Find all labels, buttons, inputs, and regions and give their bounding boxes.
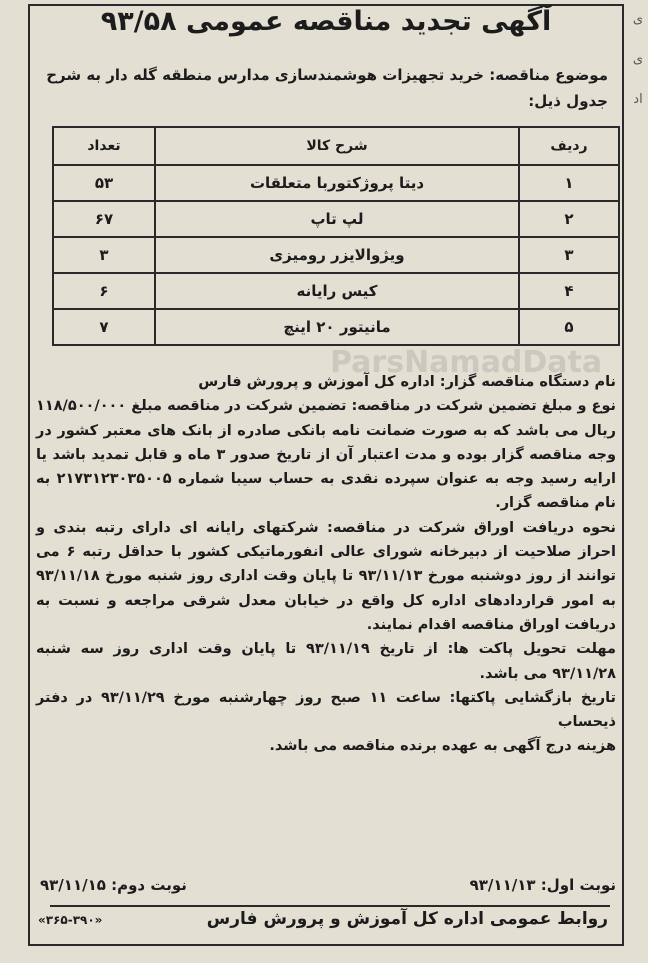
table-row [53, 165, 619, 201]
ad-body [36, 370, 616, 759]
footer-divider [50, 905, 610, 907]
row-number: ۱ [519, 165, 619, 201]
item-quantity: ۷ [53, 309, 155, 345]
header-row-number: ردیف [519, 127, 619, 165]
row-number: ۲ [519, 201, 619, 237]
items-table [52, 126, 620, 346]
table-row [53, 273, 619, 309]
edge-mark: ی [632, 12, 644, 27]
tender-organizer: نام دستگاه مناقصه گزار: اداره کل آموزش و پرورش فارس [198, 374, 616, 390]
edge-mark: ی [632, 52, 644, 67]
watermark: ParsNamadData [330, 345, 603, 380]
edge-mark: اد [633, 92, 643, 107]
item-description: مانیتور ۲۰ اینچ [155, 309, 519, 345]
submission-deadline: مهلت تحویل پاکت ها: از تاریخ ۹۳/۱۱/۱۹ تا پایان وقت اداری روز سه شنبه ۹۳/۱۱/۲۸ می باشد. [36, 641, 616, 682]
publisher-name: روابط عمومی اداره کل آموزش و پرورش فارس [206, 909, 608, 929]
cropped-edge-text [628, 0, 648, 140]
item-description: کیس رایانه [155, 273, 519, 309]
header-quantity: تعداد [53, 127, 155, 165]
ad-footer [38, 909, 608, 937]
item-quantity: ۶ [53, 273, 155, 309]
item-quantity: ۶۷ [53, 201, 155, 237]
row-number: ۵ [519, 309, 619, 345]
header-item-description: شرح کالا [155, 127, 519, 165]
item-description: دیتا پروژکتوربا متعلقات [155, 165, 519, 201]
table-row [53, 309, 619, 345]
row-number: ۴ [519, 273, 619, 309]
item-description: ویژوالایزر رومیزی [155, 237, 519, 273]
ad-cost-note: هزینه درج آگهی به عهده برنده مناقصه می باشد. [269, 738, 616, 755]
table-row [53, 237, 619, 273]
publication-turns [36, 876, 616, 902]
item-description: لپ تاپ [155, 201, 519, 237]
item-quantity: ۳ [53, 237, 155, 273]
ad-title: آگهی تجدید مناقصه عمومی ۹۳/۵۸ [100, 6, 552, 37]
item-quantity: ۵۳ [53, 165, 155, 201]
second-turn: نوبت دوم: ۹۳/۱۱/۱۵ [40, 876, 187, 894]
guarantee-terms: نوع و مبلغ تضمین شرکت در مناقصه: تضمین شرکت در مناقصه مبلغ ۱۱۸/۵۰۰/۰۰۰ ریال می باشد که به صورت ضمانت نامه بانکی صادره از بانک های معتبر کشور در وجه مناقصه گزار بوده و مدت اعتبار آن از تاریخ صدور ۳ ماه و قابل تمدید باشد یا ارایه رسید وجه به عنوان سپرده نقدی به حساب سیبا شماره ۲۱۷۳۱۲۳۰۳۵۰۰۵ به نام مناقصه گزار. [36, 398, 616, 512]
document-receipt-terms: نحوه دریافت اوراق شرکت در مناقصه: شرکتهای رایانه ای دارای رتبه بندی و احراز صلاحیت از دبیرخانه شورای عالی انفورماتیکی کشور با حداقل رتبه ۶ می توانند از روز دوشنبه مورخ ۹۳/۱۱/۱۳ تا پایان وقت اداری روز شنبه مورخ ۹۳/۱۱/۱۸ به امور قراردادهای اداره کل واقع در خیابان معدل شرقی مراجعه و نسبت به دریافت اوراق مناقصه اقدام نمایند. [36, 519, 616, 633]
table-header-row [53, 127, 619, 165]
row-number: ۳ [519, 237, 619, 273]
first-turn: نوبت اول: ۹۳/۱۱/۱۳ [469, 876, 616, 894]
opening-date: تاریخ بازگشایی پاکتها: ساعت ۱۱ صبح روز چهارشنبه مورخ ۹۳/۱۱/۲۹ در دفتر ذیحساب [36, 689, 616, 731]
table-row [53, 201, 619, 237]
tender-subject: موضوع مناقصه: خرید تجهیزات هوشمندسازی مدارس منطقه گله دار به شرح جدول ذیل: [46, 66, 608, 110]
ad-code: «۳۶۵-۳۹۰» [38, 913, 103, 927]
